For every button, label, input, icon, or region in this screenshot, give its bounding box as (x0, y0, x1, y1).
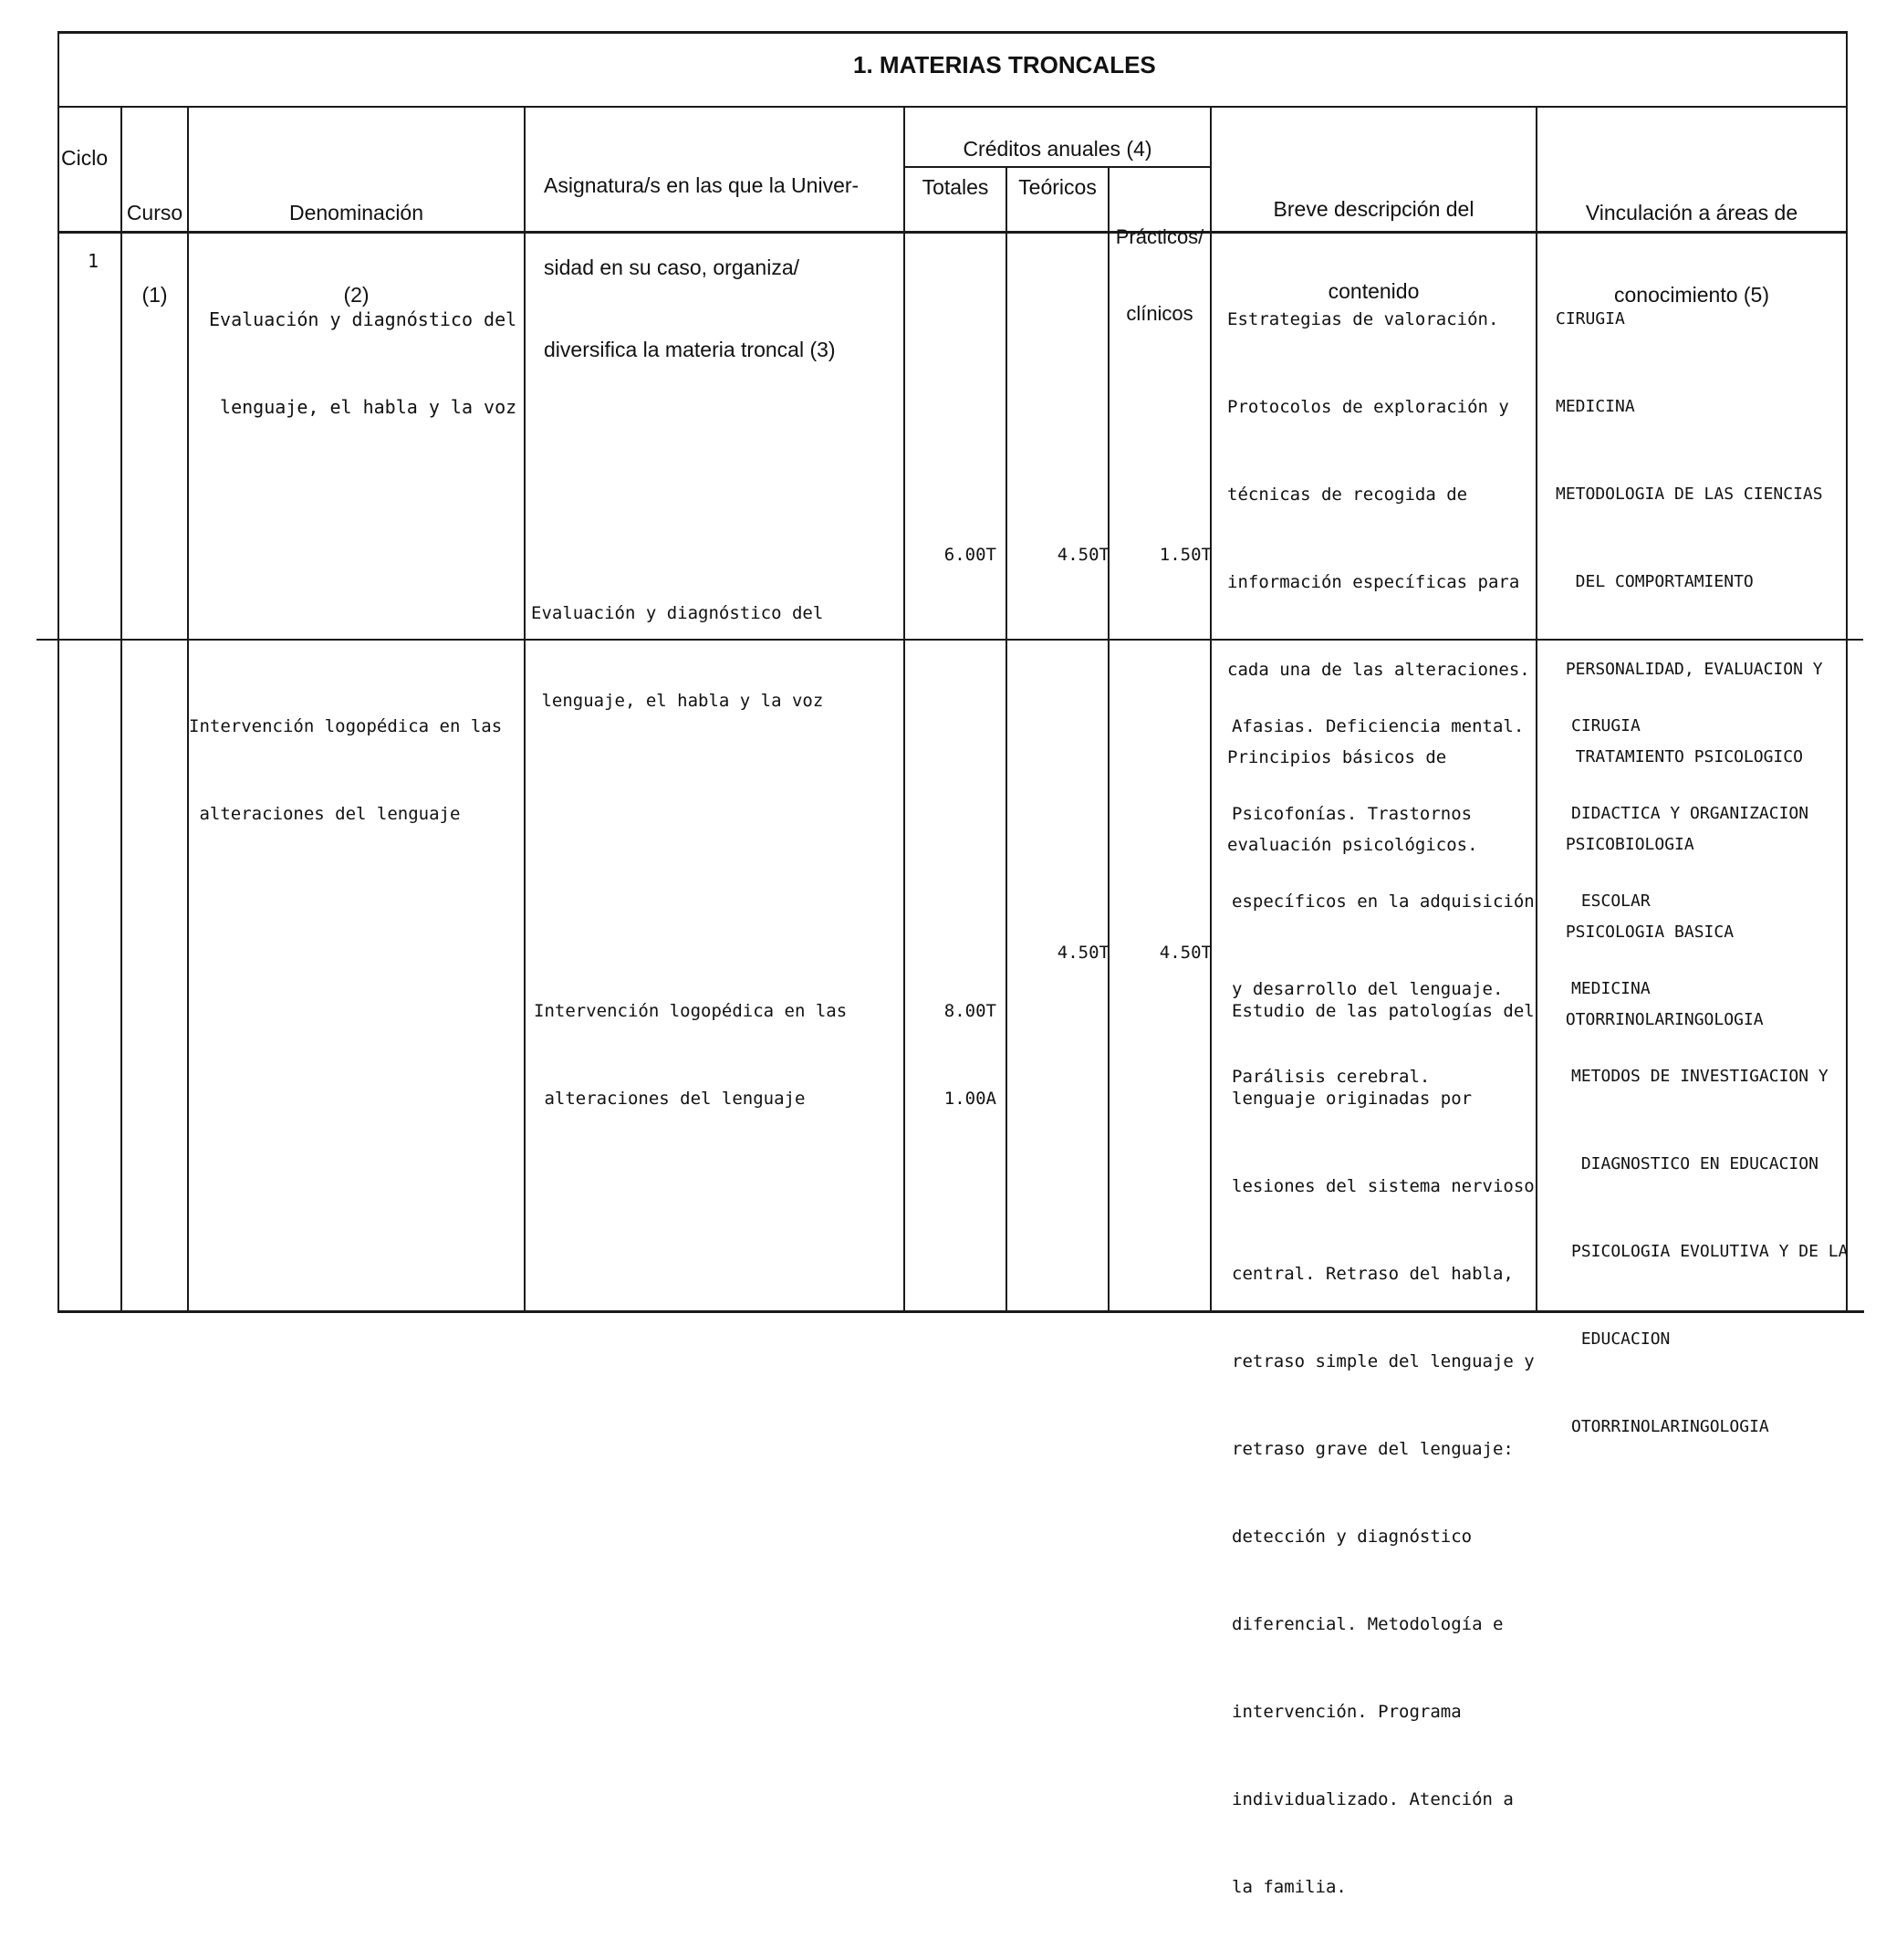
row2-area-item: METODOS DE INVESTIGACION Y (1571, 1067, 1829, 1086)
row2-asignatura-line: Intervención logopédica en las (534, 1001, 848, 1021)
row2-area-item: ESCOLAR (1571, 891, 1651, 911)
row2-descripcion-line: y desarrollo del lenguaje. (1232, 979, 1504, 999)
row2-area-item: PSICOLOGIA EVOLUTIVA Y DE LA (1571, 1242, 1849, 1261)
row2-denominacion (189, 653, 502, 887)
row2-descripcion-detail-line: central. Retraso del habla, (1232, 1264, 1514, 1284)
header-practicos-line: clínicos (1126, 302, 1193, 325)
row2-totales-value: 1.00A (943, 1089, 996, 1109)
header-creditos: Créditos anuales (4) (963, 137, 1152, 161)
header-curso-note: (1) (141, 283, 168, 307)
header-practicos-line: Prácticos/ (1115, 225, 1204, 248)
row1-area-item: TRATAMIENTO PSICOLOGICO (1556, 747, 1803, 766)
header-totales: Totales (922, 175, 989, 199)
header-practicos (1110, 173, 1210, 378)
col-divider-totales (1006, 166, 1007, 1310)
row2-area-item: DIAGNOSTICO EN EDUCACION (1571, 1154, 1818, 1173)
header-vinculacion-line: Vinculación a áreas de (1585, 201, 1798, 224)
row1-descripcion-line: evaluación psicológicos. (1227, 835, 1478, 855)
row2-area-item: OTORRINOLARINGOLOGIA (1571, 1417, 1769, 1436)
row2-areas (1571, 653, 1848, 1500)
header-vinculacion-line: conocimiento (5) (1613, 283, 1770, 307)
row1-descripcion-line: información específicas para (1227, 572, 1520, 592)
header-ciclo: Ciclo (61, 146, 109, 170)
credits-subheader-border (903, 166, 1210, 168)
header-asignaturas (544, 117, 859, 418)
row2-descripcion-line: Afasias. Deficiencia mental. (1232, 716, 1525, 736)
row2-teoricos: 4.50T (1057, 943, 1110, 963)
row2-asignatura (534, 938, 847, 1172)
row1-area-item: MEDICINA (1556, 397, 1635, 416)
row2-descripcion-detail-line: lenguaje originadas por (1232, 1089, 1473, 1109)
row2-descripcion-detail-line: diferencial. Metodología e (1232, 1614, 1504, 1634)
row2-descripcion-detail-line: individualizado. Atención a (1232, 1789, 1514, 1809)
row2-descripcion-detail-line: retraso grave del lenguaje: (1232, 1439, 1514, 1459)
header-denominacion-note: (2) (343, 283, 370, 307)
row1-area-item: PSICOLOGIA BASICA (1556, 923, 1735, 942)
row2-area-item: EDUCACION (1571, 1329, 1671, 1349)
header-curso (122, 144, 187, 363)
row1-descripcion-line: Protocolos de exploración y (1227, 397, 1509, 417)
row2-area-item: MEDICINA (1571, 979, 1651, 998)
row2-descripcion-line: específicos en la adquisición (1232, 891, 1535, 912)
row1-asignatura (531, 540, 823, 774)
header-descripcion-line: contenido (1328, 279, 1420, 303)
row2-descripcion-line: Psicofonías. Trastornos (1232, 804, 1473, 824)
row2-descripcion-detail-line: Estudio de las patologías del (1232, 1001, 1535, 1021)
header-curso-line: Curso (126, 201, 183, 224)
header-asignaturas-line: sidad en su caso, organiza/ (544, 255, 800, 279)
row1-descripcion-line: Principios básicos de (1227, 747, 1447, 767)
row1-denominacion (209, 246, 516, 480)
row2-descripcion-detail-line: la familia. (1232, 1877, 1347, 1897)
header-asignaturas-line: diversifica la materia troncal (3) (544, 338, 836, 361)
row1-asignatura-line: Evaluación y diagnóstico del (531, 603, 824, 623)
row2-totales-value: 8.00T (943, 1001, 996, 1021)
header-denominacion-line: Denominación (288, 201, 424, 224)
row2-descripcion-line: Parálisis cerebral. (1232, 1067, 1431, 1087)
header-descripcion-line: Breve descripción del (1273, 197, 1474, 221)
row1-teoricos: 4.50T (1057, 545, 1110, 565)
row2-descripcion-detail-line: retraso simple del lenguaje y (1232, 1351, 1535, 1371)
row1-totales: 6.00T (943, 545, 996, 565)
row2-descripcion-detail (1232, 938, 1535, 1960)
row2-totales (905, 938, 996, 1172)
row1-descripcion-line: técnicas de recogida de (1227, 485, 1468, 505)
row2-area-item: CIRUGIA (1571, 716, 1641, 735)
row2-asignatura-line: alteraciones del lenguaje (534, 1089, 806, 1109)
row2-area-item: DIDACTICA Y ORGANIZACION (1571, 804, 1809, 823)
row1-area-item: PSICOBIOLOGIA (1556, 835, 1694, 854)
header-teoricos: Teóricos (1018, 175, 1097, 199)
row1-practicos: 1.50T (1159, 545, 1212, 565)
row2-descripcion-detail-line: intervención. Programa (1232, 1702, 1462, 1722)
row1-descripcion-line: Estrategias de valoración. (1227, 309, 1499, 329)
row1-descripcion-line: cada una de las alteraciones. (1227, 660, 1530, 680)
row1-area-item: CIRUGIA (1556, 309, 1625, 328)
row1-area-item: METODOLOGIA DE LAS CIENCIAS (1556, 485, 1823, 504)
row2-descripcion-detail-line: lesiones del sistema nervioso (1232, 1176, 1535, 1196)
row2-denominacion-line: Intervención logopédica en las (189, 716, 503, 736)
table-left-border (57, 31, 59, 1310)
row2-denominacion-line: alteraciones del lenguaje (189, 804, 461, 824)
header-asignaturas-line: Asignatura/s en las que la Univer- (544, 173, 860, 197)
table-title: 1. MATERIAS TRONCALES (853, 51, 1156, 78)
row2-descripcion-detail-line: detección y diagnóstico (1232, 1527, 1473, 1547)
row2-practicos: 4.50T (1159, 943, 1212, 963)
row1-asignatura-line: lenguaje, el habla y la voz (531, 691, 824, 711)
row1-area-item: DEL COMPORTAMIENTO (1556, 572, 1754, 591)
row1-area-item: OTORRINOLARINGOLOGIA (1556, 1010, 1764, 1029)
row1-ciclo: 1 (88, 250, 99, 272)
col-divider-denominacion (524, 106, 526, 1310)
row1-denominacion-line: lenguaje, el habla y la voz (209, 396, 517, 418)
row1-area-item: PERSONALIDAD, EVALUACION Y (1556, 660, 1823, 679)
row1-denominacion-line: Evaluación y diagnóstico del (209, 308, 517, 330)
title-bottom-border (57, 106, 1848, 108)
table-top-border (57, 31, 1848, 34)
